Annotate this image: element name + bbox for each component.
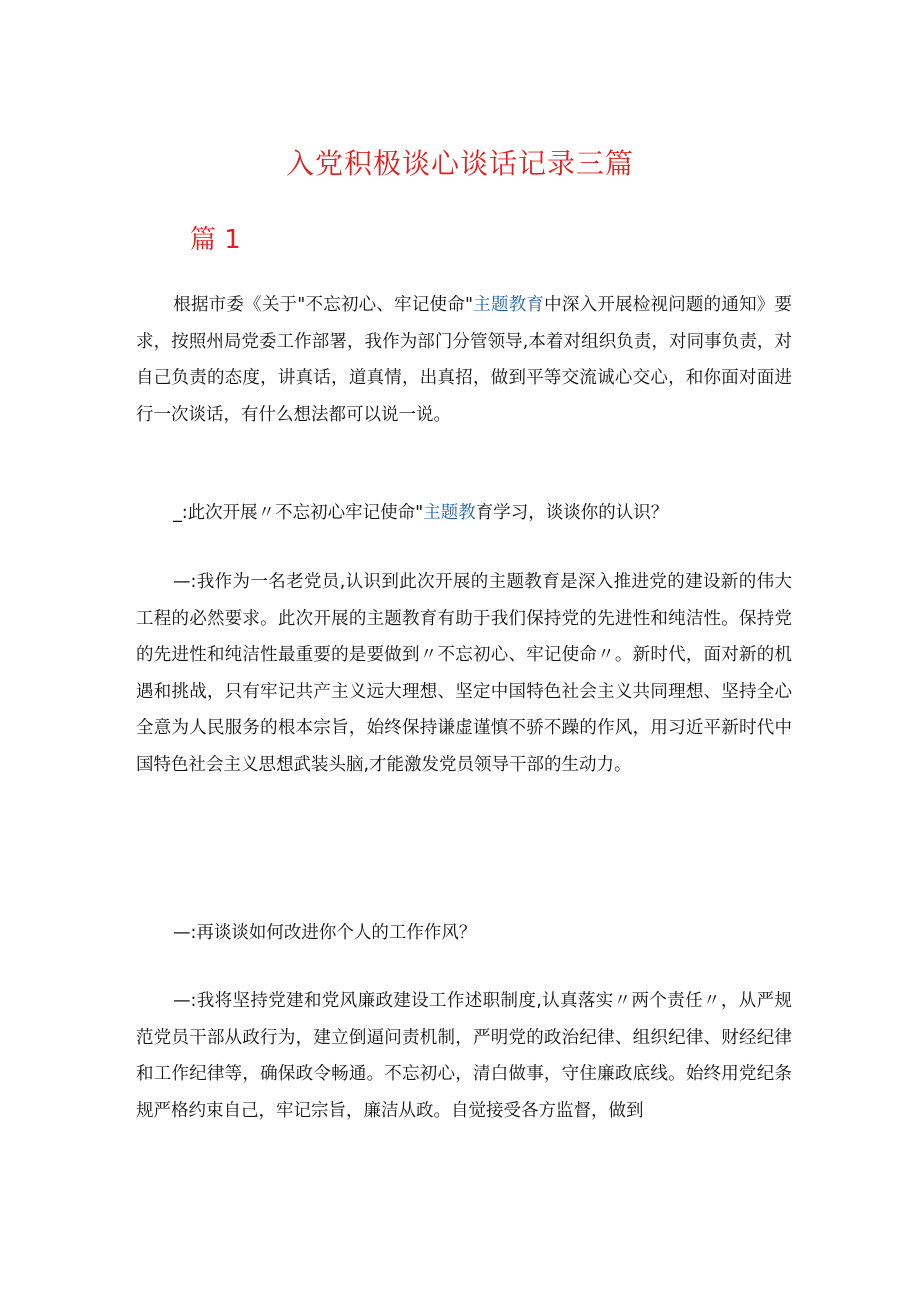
paragraph-3-text: —:我作为一名老党员,认识到此次开展的主题教育是深入推进党的建设新的伟大工程的必然要求。此次开展的主题教育有助于我们保持党的先进性和纯洁性。保持党的先进性和纯洁性最重要的是要做到〃不忘初心、牢记使命〃。新时代，面对新的机遇和挑战，只有牢记共产主义远大理想、坚定中国特色社会主义共同理想、坚持全心全意为人民服务的根本宗旨，始终保持谦虚谨慎不骄不躁的作风，用习近平新时代中国特色社会主义思想武装头脑,才能激发党员领导干部的生动力。 (136, 572, 792, 775)
section-heading: 篇 1 (190, 225, 241, 255)
paragraph-1-text-before: 根据市委《关于"不忘初心、牢记使命" (173, 295, 474, 315)
paragraph-4 (136, 915, 792, 952)
paragraph-2-link[interactable]: 主题教 (423, 503, 476, 523)
paragraph-1 (136, 287, 792, 433)
paragraph-5 (136, 983, 792, 1129)
paragraph-4-text: —:再谈谈如何改进你个人的工作作风？ (173, 923, 477, 943)
paragraph-2 (136, 495, 792, 532)
document-title: 入党积极谈心谈话记录三篇 (285, 147, 634, 180)
paragraph-1-text-after: 中深入开展检视问题的通知》要求，按照州局党委工作部署，我作为部门分管领导,本着对组织负责，对同事负责，对自己负责的态度，讲真话，道真情，出真招，做到平等交流诚心交心，和你面对面进行一次谈话，有什么想法都可以说一说。 (136, 295, 793, 425)
paragraph-2-text-after: 育学习，谈谈你的认识？ (475, 503, 669, 523)
paragraph-5-text: —:我将坚持党建和党风廉政建设工作述职制度,认真落实〃两个责任〃，从严规范党员干部从政行为，建立倒逼问责机制，严明党的政治纪律、组织纪律、财经纪律和工作纪律等，确保政令畅通。不忘初心，清白做事，守住廉政底线。始终用党纪条规严格约束自己，牢记宗旨，廉洁从政。自觉接受各方监督，做到 (136, 991, 792, 1121)
paragraph-2-text-before: _:此次开展〃不忘初心牢记使命" (173, 503, 424, 523)
paragraph-3 (136, 564, 792, 783)
paragraph-1-link[interactable]: 主题教育 (473, 295, 545, 315)
